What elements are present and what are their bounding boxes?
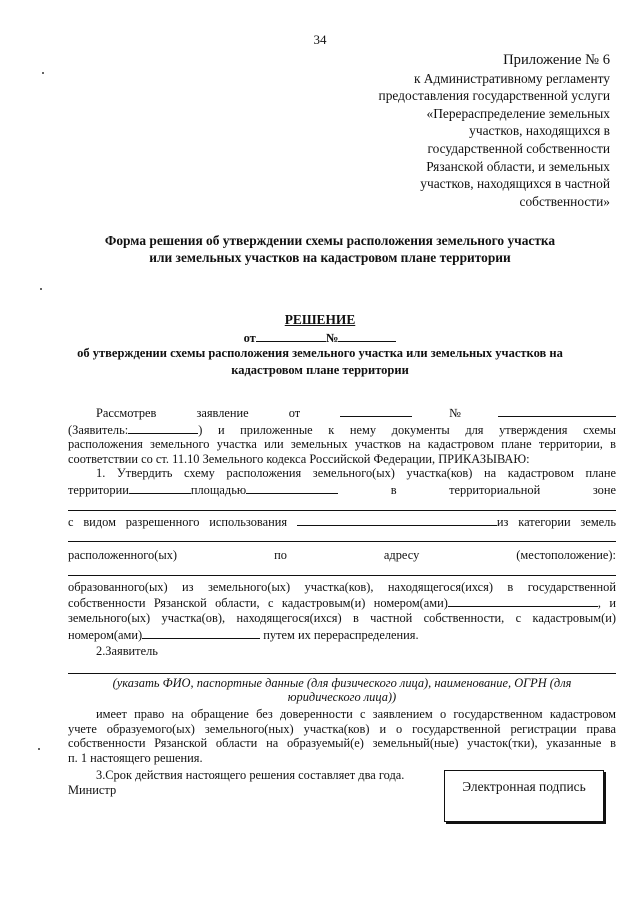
number-field[interactable]	[338, 329, 396, 342]
scan-speck	[42, 72, 44, 74]
address-field[interactable]	[68, 563, 616, 576]
applicant-details-field[interactable]	[68, 661, 616, 674]
decision-body	[68, 404, 616, 783]
decision-subtitle	[70, 345, 570, 379]
date-field[interactable]	[256, 329, 326, 342]
body-line: собственности Рязанской области, с кадастровым(и) номером(ами) , и	[68, 596, 616, 611]
page-number: 34	[313, 32, 327, 47]
application-number-field[interactable]	[498, 404, 616, 417]
number-label: №	[325, 331, 339, 345]
state-cadastral-number-field[interactable]	[448, 594, 598, 607]
body-line: соответствии со ст. 11.10 Земельного кодекса Российской Федерации, ПРИКАЗЫВАЮ:	[68, 451, 530, 466]
decision-date-number	[0, 329, 640, 346]
appendix-line: к Административному регламенту	[413, 70, 610, 86]
item-2: 2.Заявитель	[96, 644, 158, 659]
body-line: номером(ами) путем их перераспределения.	[68, 627, 419, 642]
form-title-line: Форма решения об утверждении схемы расположения земельного участка	[104, 233, 556, 248]
subtitle-line: кадастровом плане территории	[231, 363, 409, 377]
electronic-signature-box: Электронная подпись	[444, 770, 604, 822]
appendix-line: Приложение № 6	[503, 52, 610, 68]
body-line: земельного(ых) участка(ов), находящегося(ихся) в частной собственности, с кадастровым(и)	[68, 610, 616, 625]
appendix-line: участков, находящихся в частной	[420, 176, 610, 192]
scan-speck	[38, 748, 40, 750]
body-line: (Заявитель: ) и приложенные к нему документы для утверждения схемы	[68, 422, 616, 437]
zone-field[interactable]	[68, 498, 616, 511]
body-line: учете образуемого(ых) земельного(ных) участка(ков) и о государственной регистрации права	[68, 721, 616, 736]
permitted-use-field[interactable]	[297, 513, 497, 526]
area-field[interactable]	[246, 481, 338, 494]
appendix-line: предоставления государственной услуги	[378, 88, 610, 104]
private-cadastral-number-field[interactable]	[142, 626, 260, 639]
decision-heading: РЕШЕНИЕ	[284, 312, 356, 327]
item-3: 3.Срок действия настоящего решения составляет два года.	[96, 768, 405, 783]
minister-label: Министр	[68, 783, 117, 797]
applicant-note: (указать ФИО, паспортные данные (для физического лица), наименование, ОГРН (для	[112, 675, 572, 690]
body-line: собственности Рязанской области на образуемый(е) земельный(ные) участок(тки), указанные в	[68, 736, 616, 751]
territory-field[interactable]	[129, 481, 191, 494]
body-line: расположения земельного участка или земельных участков на кадастровом плане территории, в	[68, 437, 616, 452]
body-line: образованного(ых) из земельного(ых) участка(ков), находящегося(ихся) в государственной	[68, 579, 616, 594]
item-1: 1. Утвердить схему расположения земельного(ых) участка(ков) на кадастровом плане	[96, 466, 616, 481]
form-title-line: или земельных участков на кадастровом плане территории	[149, 250, 511, 265]
from-label: от	[243, 331, 256, 345]
applicant-note: юридического лица))	[287, 690, 397, 705]
appendix-line: государственной собственности	[427, 140, 610, 156]
appendix-line: «Перераспределение земельных	[426, 105, 610, 121]
body-line: с видом разрешенного использования из категории земель	[68, 514, 617, 529]
body-line: Рассмотрев заявление от №	[68, 404, 616, 421]
application-date-field[interactable]	[340, 404, 412, 417]
land-category-field[interactable]	[68, 529, 616, 542]
applicant-field[interactable]	[128, 421, 198, 434]
scan-speck	[40, 288, 42, 290]
body-line: имеет право на обращение без доверенности с заявлением о государственном кадастровом	[96, 706, 616, 721]
form-title	[60, 232, 600, 266]
appendix-line: участков, находящихся в	[469, 123, 610, 139]
body-line: расположенного(ых) по адресу (местоположение):	[68, 548, 616, 563]
appendix-line: собственности»	[519, 193, 610, 209]
appendix-header	[310, 52, 610, 210]
appendix-line: Рязанской области, и земельных	[426, 158, 610, 174]
body-line: п. 1 настоящего решения.	[68, 750, 203, 765]
body-line: территории площадью в территориальной зоне	[68, 482, 616, 497]
subtitle-line: об утверждении схемы расположения земельного участка или земельных участков на	[77, 346, 563, 360]
